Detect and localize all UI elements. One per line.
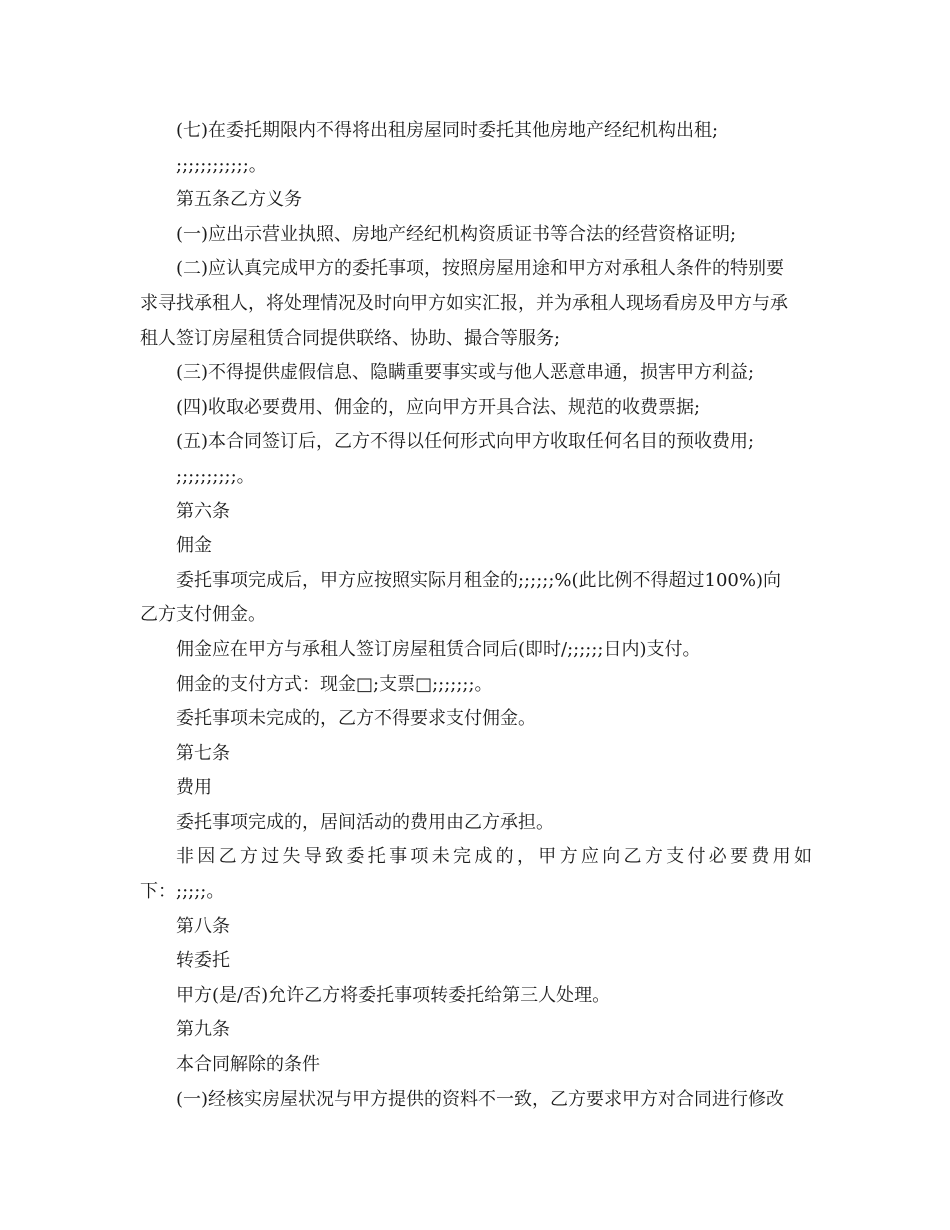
text-line: ;;;;;;;;;;;;。 <box>176 154 267 176</box>
text-line: (一)应出示营业执照、房地产经纪机构资质证书等合法的经营资格证明; <box>176 223 737 245</box>
text-line: 委托事项完成的，居间活动的费用由乙方承担。 <box>176 811 554 833</box>
text-line: 委托事项未完成的，乙方不得要求支付佣金。 <box>176 708 536 730</box>
text-line: 下：;;;;;。 <box>140 881 225 903</box>
section-title: 本合同解除的条件 <box>176 1054 320 1076</box>
text-line: (四)收取必要费用、佣金的，应向甲方开具合法、规范的收费票据; <box>176 396 701 418</box>
section-title: 佣金 <box>176 535 212 557</box>
section-heading: 第七条 <box>176 742 230 764</box>
text-line: 租人签订房屋租赁合同提供联络、协助、撮合等服务; <box>140 327 561 349</box>
document-body <box>140 114 812 1117</box>
section-title: 费用 <box>176 777 212 799</box>
text-line: (一)经核实房屋状况与甲方提供的资料不一致，乙方要求甲方对合同进行修改 <box>176 1088 785 1110</box>
text-line: 求寻找承租人，将处理情况及时向甲方如实汇报，并为承租人现场看房及甲方与承 <box>140 292 788 314</box>
text-line: 佣金的支付方式：现金□;支票□;;;;;;;。 <box>176 673 493 695</box>
text-line: 佣金应在甲方与承租人签订房屋租赁合同后(即时/;;;;;;日内)支付。 <box>176 638 701 660</box>
section-title: 转委托 <box>176 950 230 972</box>
text-line: 乙方支付佣金。 <box>140 604 266 626</box>
text-line: (七)在委托期限内不得将出租房屋同时委托其他房地产经纪机构出租; <box>176 120 719 141</box>
section-heading: 第九条 <box>176 1019 230 1041</box>
text-line: (二)应认真完成甲方的委托事项，按照房屋用途和甲方对承租人条件的特别要 <box>176 258 785 280</box>
text-line: (五)本合同签订后，乙方不得以任何形式向甲方收取任何名目的预收费用; <box>176 431 755 453</box>
text-line: (三)不得提供虚假信息、隐瞒重要事实或与他人恶意串通，损害甲方利益; <box>176 362 755 384</box>
text-line: 委托事项完成后，甲方应按照实际月租金的;;;;;;%(此比例不得超过100%)向 <box>176 569 781 591</box>
text-line: 甲方(是/否)允许乙方将委托事项转委托给第三人处理。 <box>176 984 611 1006</box>
section-heading: 第五条乙方义务 <box>176 189 302 211</box>
text-line: 非因乙方过失导致委托事项未完成的，甲方应向乙方支付必要费用如 <box>176 846 812 868</box>
section-heading: 第六条 <box>176 500 230 522</box>
text-line: ;;;;;;;;;;。 <box>176 465 255 487</box>
section-heading: 第八条 <box>176 915 230 937</box>
